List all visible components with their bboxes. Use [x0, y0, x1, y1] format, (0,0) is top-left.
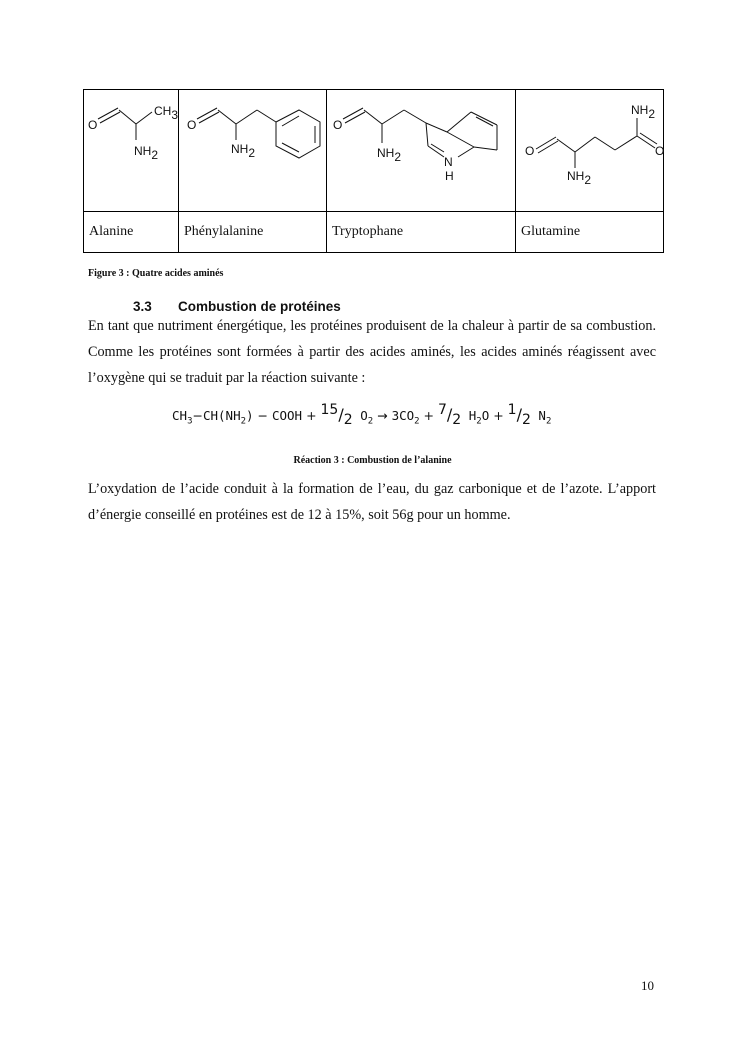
- fraction-1-2: 1/2: [507, 402, 531, 428]
- section-heading: [133, 299, 341, 314]
- glutamine-oxygen-right-label: O: [655, 144, 664, 158]
- glutamine-structure-cell: [516, 90, 664, 212]
- phenylalanine-structure-cell: [179, 90, 327, 212]
- glutamine-oxygen-left-label: O: [525, 144, 535, 158]
- amino-acid-name: Alanine: [84, 212, 179, 253]
- phenylalanine-structure: [179, 90, 327, 211]
- section-title: Combustion de protéines: [178, 299, 341, 314]
- phenylalanine-nh2-label: NH2: [231, 142, 256, 160]
- amino-acid-figure-table: [83, 89, 664, 253]
- tryptophane-structure-cell: [327, 90, 516, 212]
- glutamine-structure: [516, 90, 664, 211]
- alanine-structure-cell: [84, 90, 179, 212]
- figure-caption: Figure 3 : Quatre acides aminés: [88, 268, 224, 279]
- tryptophane-nitrogen-label: N: [444, 155, 453, 169]
- fraction-15-2: 15/2: [320, 402, 353, 428]
- amino-acid-name: Glutamine: [516, 212, 664, 253]
- tryptophane-nh2-label: NH2: [377, 146, 402, 164]
- page-number: 10: [641, 978, 654, 993]
- fraction-7-2: 7/2: [437, 402, 462, 428]
- amino-acid-name: Tryptophane: [327, 212, 516, 253]
- tryptophane-structure: [327, 90, 516, 211]
- alanine-structure: [84, 90, 179, 211]
- paragraph: L’oxydation de l’acide conduit à la formation de l’eau, du gaz carbonique et de l’azote. L’apport d’énergie conseillé en protéines est de 12 à 15%, soit 56g pour un homme.: [88, 481, 656, 523]
- paragraph: En tant que nutriment énergétique, les protéines produisent de la chaleur à partir de sa combustion. Comme les protéines sont formées à partir des acides aminés, les acides aminés réagissent avec l’oxygène qui se traduit par la réaction suivante :: [88, 318, 656, 386]
- phenylalanine-oxygen-label: O: [187, 118, 197, 132]
- amino-acid-name: Phénylalanine: [179, 212, 327, 253]
- tryptophane-oxygen-label: O: [333, 118, 343, 132]
- glutamine-amide-nh2-label: NH2: [631, 103, 656, 121]
- tryptophane-hydrogen-label: H: [445, 169, 454, 183]
- section-number: 3.3: [133, 299, 152, 314]
- glutamine-nh2-label: NH2: [567, 169, 592, 187]
- alanine-oxygen-label: O: [88, 118, 98, 132]
- combustion-equation: $CH_3-CH(NH_2)$ − COOH + 15/2 $O_2 \to 3CO_2 + 7/2$ $H_2O + 1/2$ $N_2$: [172, 402, 552, 428]
- alanine-nh2-label: NH2: [134, 144, 159, 162]
- reaction-caption: Réaction 3 : Combustion de l’alanine: [293, 455, 452, 466]
- alanine-ch3-label: CH3: [154, 104, 179, 122]
